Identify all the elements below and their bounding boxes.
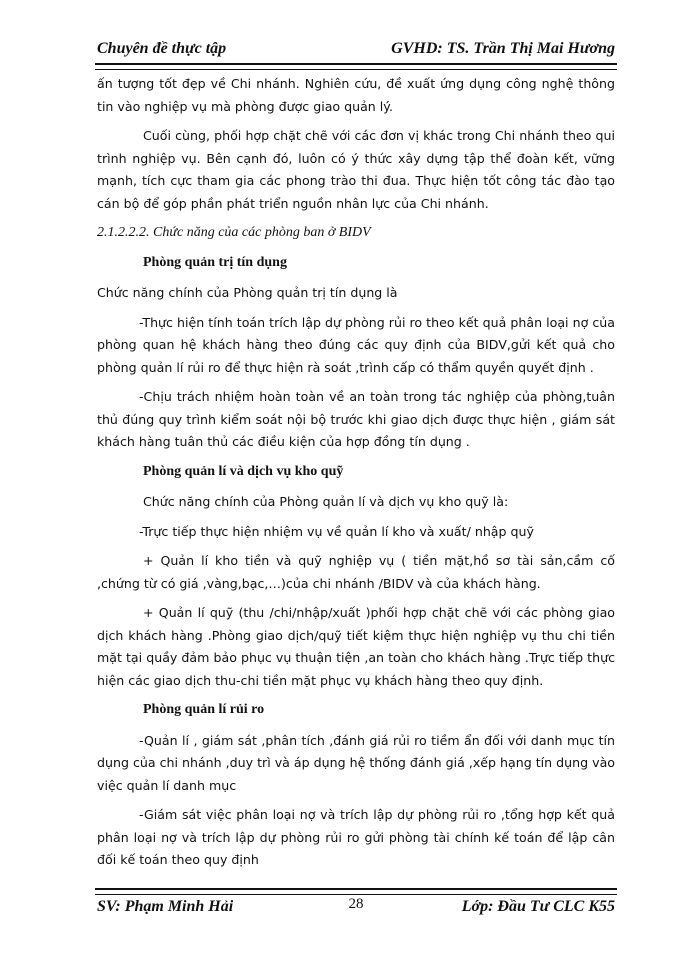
header-rule [95, 63, 617, 70]
page-body [97, 73, 615, 879]
paragraph: Chức năng chính của Phòng quản lí và dịch vụ kho quỹ là: [143, 494, 509, 509]
header-right-advisor: GVHD: TS. Trần Thị Mai Hương [391, 40, 615, 57]
subsection-heading-treasury: Phòng quản lí và dịch vụ kho quỹ [143, 463, 344, 479]
section-heading: 2.1.2.2.2. Chức năng của các phòng ban ở BIDV [97, 225, 371, 240]
paragraph: + Quản lí quỹ (thu /chi/nhập/xuất )phối hợp chặt chẽ với các phòng giao dịch khách hàng .Phòng giao dịch/quỹ tiết kiệm thực hiện nghiệp vụ thu chi tiền mặt tại quầy đảm bảo phục vụ thuận tiện ,an toàn cho khách hàng .Trực tiếp thực hiện các giao dịch thu-chi tiền mặt phục vụ khách hàng theo quy định. [97, 605, 615, 688]
footer-student-name: SV: Phạm Minh Hải [97, 898, 234, 915]
footer-rule [95, 888, 617, 895]
paragraph: + Quản lí kho tiền và quỹ nghiệp vụ ( tiền mặt,hồ sơ tài sản,cầm cố ,chứng từ có giá ,vàng,bạc,…)của chi nhánh /BIDV và của khách hàng. [97, 553, 615, 591]
header-left-title: Chuyên đề thực tập [97, 40, 227, 57]
paragraph: -Quản lí , giám sát ,phân tích ,đánh giá rủi ro tiềm ẩn đối với danh mục tín dụng của chi nhánh ,duy trì và áp dụng hệ thống đánh giá ,xếp hạng tín dụng vào việc quản lí danh mục [97, 732, 615, 793]
paragraph: -Trực tiếp thực hiện nhiệm vụ về quản lí kho và xuất/ nhập quỹ [139, 523, 534, 539]
page-header [97, 40, 615, 58]
paragraph: -Chịu trách nhiệm hoàn toàn về an toàn trong tác nghiệp của phòng,tuân thủ đúng quy trình kiểm soát nội bộ trước khi giao dịch được thực hiện , giám sát khách hàng tuân thủ các điều kiện của hợp đồng tín dụng . [97, 389, 615, 449]
paragraph-continuation: ấn tượng tốt đẹp về Chi nhánh. Nghiên cứu, đề xuất ứng dụng công nghệ thông tin vào nghiệp vụ mà phòng được giao quản lý. [97, 76, 615, 114]
paragraph: Chức năng chính của Phòng quản trị tín dụng là [97, 285, 398, 300]
subsection-heading-credit: Phòng quản trị tín dụng [143, 254, 287, 270]
subsection-heading-risk: Phòng quản lí rủi ro [143, 702, 265, 717]
footer-class: Lớp: Đầu Tư CLC K55 [461, 898, 615, 915]
page-number: 28 [348, 896, 364, 912]
paragraph: Cuối cùng, phối hợp chặt chẽ với các đơn vị khác trong Chi nhánh theo qui trình nghiệp vụ. Bên cạnh đó, luôn có ý thức xây dựng tập thể đoàn kết, vững mạnh, tích cực tham gia các phong trào thi đua. Thực hiện tốt công tác đào tạo cán bộ để góp phần phát triển nguồn nhân lực của Chi nhánh. [97, 128, 615, 211]
paragraph: -Thực hiện tính toán trích lập dự phòng rủi ro theo kết quả phân loại nợ của phòng quan hệ khách hàng theo đúng các quy định của BIDV,gửi kết quả cho phòng quản lí rủi ro để thực hiện rà soát ,trình cấp có thẩm quyền quyết định . [97, 314, 615, 375]
paragraph: -Giám sát việc phân loại nợ và trích lập dự phòng rủi ro ,tổng hợp kết quả phân loại nợ và trích lập dự phòng rủi ro gửi phòng tài chính kế toán để lập cân đối kế toán theo quy định [97, 807, 615, 867]
